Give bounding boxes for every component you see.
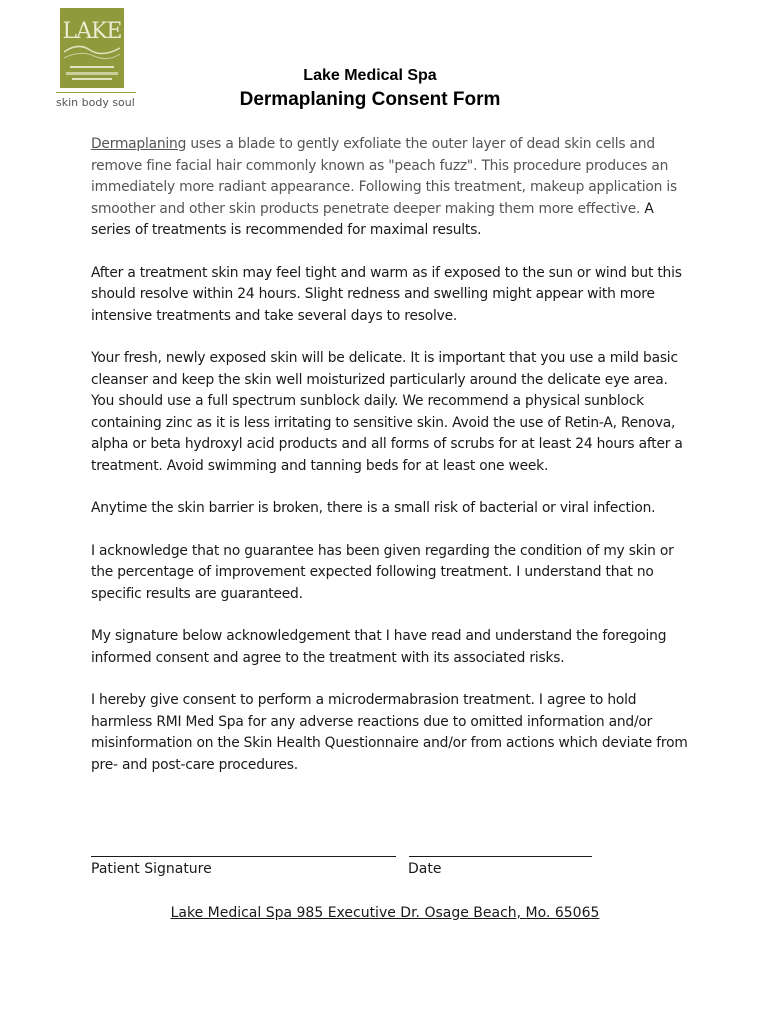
footer-address: Lake Medical Spa 985 Executive Dr. Osage Beach, Mo. 65065 (170, 905, 600, 921)
paragraph-infection-risk: Anytime the skin barrier is broken, there is a small risk of bacterial or viral infection. (91, 500, 656, 516)
date-field[interactable] (409, 856, 592, 857)
paragraph-skin-care: Your fresh, newly exposed skin will be delicate. It is important that you use a mild basic cleanser and keep the skin well moisturized particularly around the delicate eye area. You should use a full spectrum sunblock daily. We recommend a physical sunblock containing zinc as it is less irritating to sensitive skin. Avoid the use of Retin-A, Renova, alpha or beta hydroxyl acid products and all forms of scrubs for at least 24 hours after a treatment. Avoid swimming and tanning beds for at least one week. (91, 350, 683, 474)
lake-logo (60, 8, 124, 88)
paragraph-aftercare: After a treatment skin may feel tight and warm as if exposed to the sun or wind but this should resolve within 24 hours. Slight redness and swelling might appear with more intensive treatments and take several days to resolve. (91, 264, 682, 324)
form-header (210, 66, 530, 112)
treatment-recommendation: A series of treatments is recommended for maximal results. (91, 200, 654, 238)
paragraph-consent: I hereby give consent to perform a microdermabrasion treatment. I agree to hold harmless RMI Med Spa for any adverse reactions due to omitted information and/or misinformation on the Skin Health Questionnaire and/or from actions which deviate from pre- and post-care procedures. (91, 692, 688, 773)
paragraph-intro (91, 134, 691, 242)
org-name: Lake Medical Spa (303, 67, 437, 84)
paragraph-acknowledgement: My signature below acknowledgement that I have read and understand the foregoing informed consent and agree to the treatment with its associated risks. (91, 628, 667, 666)
logo-tagline: skin body soul (56, 96, 135, 109)
consent-body (91, 134, 691, 797)
form-title: Dermaplaning Consent Form (239, 89, 501, 110)
procedure-description: uses a blade to gently exfoliate the outer layer of dead skin cells and remove fine facial hair commonly known as "peach fuzz". This procedure produces an immediately more radiant appearance. Following this treatment, makeup application is smoother and other skin products penetrate deeper making them more effective. (91, 136, 678, 217)
paragraph-no-guarantee: I acknowledge that no guarantee has been given regarding the condition of my skin or the percentage of improvement expected following treatment. I understand that no specific results are guaranteed. (91, 542, 674, 602)
logo-brand-text: LAKE (62, 19, 122, 44)
procedure-term: Dermaplaning (91, 136, 187, 152)
patient-signature-label: Patient Signature (91, 861, 212, 877)
logo-divider (56, 92, 136, 93)
date-label: Date (408, 861, 442, 877)
patient-signature-field[interactable] (91, 856, 396, 857)
